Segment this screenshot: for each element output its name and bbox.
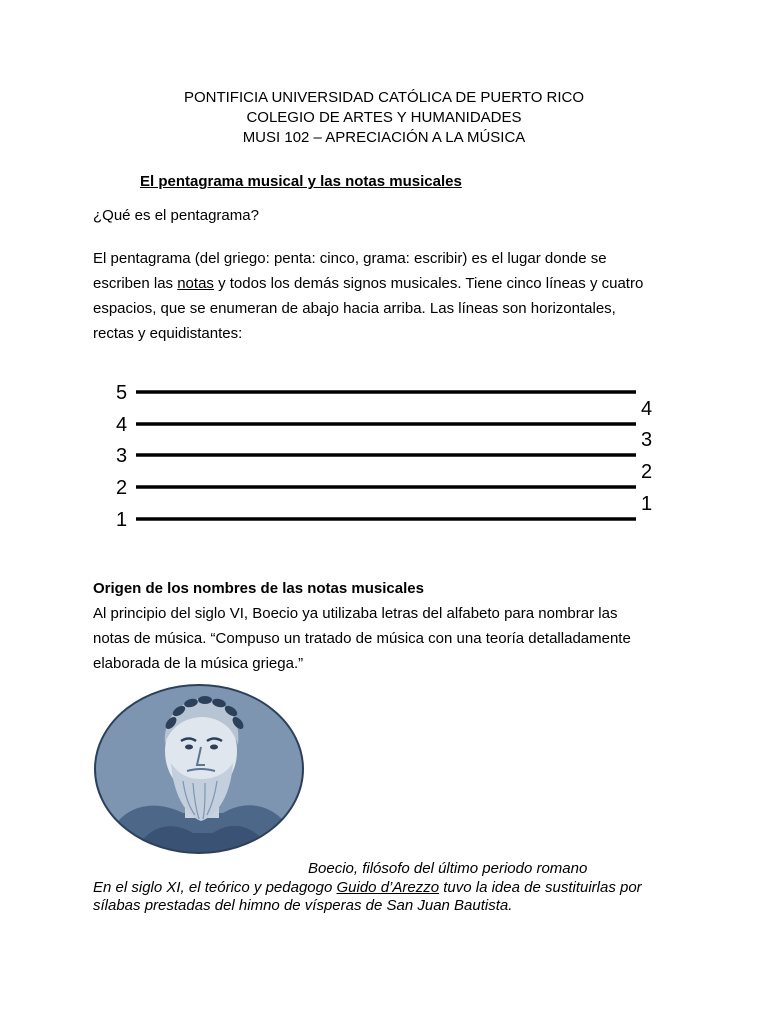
line-number-4: 4 [116,414,128,436]
paragraph-line: sílabas prestadas del himno de vísperas de San Juan Bautista. [93,897,513,914]
paragraph-line: El pentagrama (del griego: penta: cinco, grama: escribir) es el lugar donde se [93,250,607,267]
paragraph-line: espacios, que se enumeran de abajo hacia arriba. Las líneas son horizontales, [93,300,616,317]
notas-link[interactable]: notas [177,275,214,292]
college-name: COLEGIO DE ARTES Y HUMANIDADES [246,109,522,126]
document-header [0,88,768,148]
staff-diagram [108,378,668,534]
line-number-5: 5 [116,382,128,404]
origin-heading: Origen de los nombres de las notas musicales [93,580,424,597]
course-name: MUSI 102 – APRECIACIÓN A LA MÚSICA [242,129,526,146]
space-number-4: 4 [641,398,653,420]
text-span: tuvo la idea de sustituirlas por [439,879,642,896]
text-span: y todos los demás signos musicales. Tiene cinco líneas y cuatro [213,275,644,292]
boethius-portrait [93,683,308,855]
line-number-2: 2 [116,477,128,499]
paragraph-line: elaborada de la música griega.” [93,655,304,672]
line-number-1: 1 [116,509,128,531]
paragraph-line [93,271,703,296]
paragraph-line: rectas y equidistantes: [93,325,243,342]
university-name: PONTIFICIA UNIVERSIDAD CATÓLICA DE PUERTO RICO [183,89,585,106]
paragraph-guido [93,879,642,915]
space-number-1: 1 [641,493,653,515]
paragraph-origin [93,601,703,676]
paragraph-line [93,879,642,897]
guido-link[interactable]: Guido d’Arezzo [336,879,440,896]
section-heading: El pentagrama musical y las notas musicales [140,173,462,190]
space-number-3: 3 [641,429,653,451]
text-span: En el siglo XI, el teórico y pedagogo [93,879,337,896]
portrait-caption: Boecio, filósofo del último periodo romano [308,860,588,877]
paragraph-line: Al principio del siglo VI, Boecio ya utilizaba letras del alfabeto para nombrar las [93,605,618,622]
line-number-3: 3 [116,445,128,467]
question-text: ¿Qué es el pentagrama? [93,207,259,224]
text-span: escriben las [93,275,178,292]
paragraph-line: notas de música. “Compuso un tratado de música con una teoría detalladamente [93,630,631,647]
paragraph-staff-definition [93,246,703,346]
space-number-2: 2 [641,461,653,483]
